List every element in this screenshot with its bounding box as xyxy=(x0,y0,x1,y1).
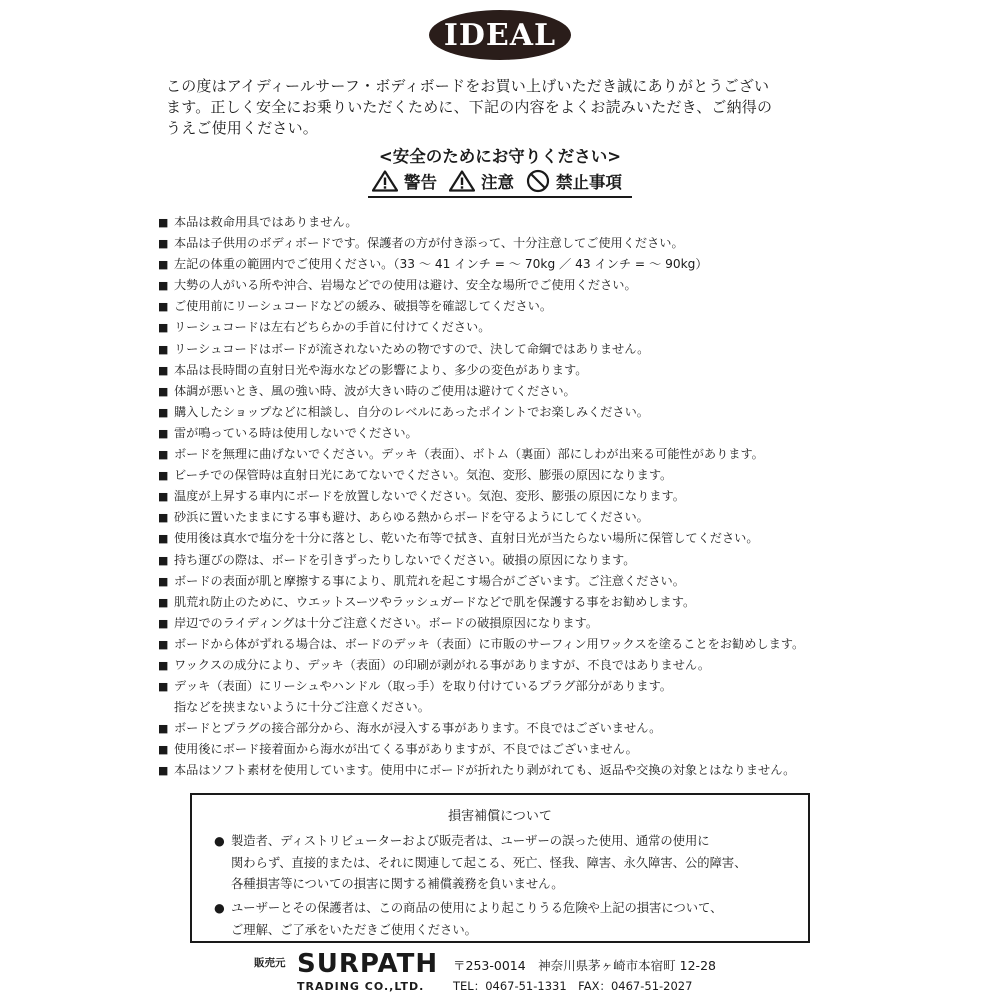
company-phone-fax: TEL：0467-51-1331 FAX：0467-51-2027 xyxy=(453,979,693,993)
rule-text: 大勢の人がいる所や沖合、岩場などでの使用は避け、安全な場所でご使用ください。 xyxy=(174,278,637,293)
caution-triangle-icon xyxy=(449,170,475,192)
rule-text: ボードの表面が肌と摩擦する事により、肌荒れを起こす場合がございます。ご注意ください。 xyxy=(174,573,685,588)
bullet-square-icon: ■ xyxy=(158,532,169,546)
list-item xyxy=(158,381,858,402)
bullet-square-icon: ■ xyxy=(158,426,169,440)
rule-text: 持ち運びの際は、ボードを引きずったりしないでください。破損の原因になります。 xyxy=(174,552,636,567)
bullet-square-icon: ■ xyxy=(158,300,169,314)
rule-text: 砂浜に置いたままにする事も避け、あらゆる熱からボードを守るようにしてください。 xyxy=(174,510,649,525)
bullet-square-icon: ■ xyxy=(158,448,169,462)
list-item xyxy=(158,718,858,739)
list-item xyxy=(158,444,858,465)
bullet-square-icon: ■ xyxy=(158,658,169,672)
list-item xyxy=(158,465,858,486)
bullet-square-icon: ■ xyxy=(158,490,169,504)
intro-line: この度はアイディールサーフ・ボディボードをお買い上げいただき誠にありがとうござい xyxy=(166,77,770,95)
list-item xyxy=(158,254,858,275)
list-item xyxy=(158,528,858,549)
rule-text: 使用後にボード接着面から海水が出てくる事がありますが、不良ではございません。 xyxy=(174,742,638,757)
bullet-square-icon: ■ xyxy=(158,574,169,588)
list-item xyxy=(158,360,858,381)
bullet-square-icon: ■ xyxy=(158,595,169,609)
bullet-square-icon: ■ xyxy=(158,722,169,736)
list-item xyxy=(158,402,858,423)
warning-symbols-row xyxy=(0,169,1000,198)
rule-text: ご使用前にリーシュコードなどの緩み、破損等を確認してください。 xyxy=(174,299,553,314)
rule-text: リーシュコードはボードが流されないための物ですので、決して命綱ではありません。 xyxy=(174,341,650,356)
rule-text: デッキ（表面）にリーシュやハンドル（取っ手）を取り付けているプラグ部分があります。 xyxy=(174,679,672,694)
damage-compensation-box xyxy=(190,793,810,943)
list-item xyxy=(158,634,858,655)
rule-text: 温度が上昇する車内にボードを放置しないでください。気泡、変形、膨張の原因になります。 xyxy=(174,489,685,504)
bullet-circle-icon: ● xyxy=(214,901,225,915)
bullet-square-icon: ■ xyxy=(158,764,169,778)
rule-text: 指などを挟まないように十分ご注意ください。 xyxy=(174,700,430,715)
intro-text xyxy=(166,76,846,139)
rule-text: ボードを無理に曲げないでください。デッキ（表面）、ボトム（裏面）部にしわが出来る可能性があります。 xyxy=(174,447,764,462)
intro-line: ます。正しく安全にお乗りいただくために、下記の内容をよくお読みいただき、ご納得の xyxy=(166,98,773,116)
paragraph-line: 関わらず、直接的または、それに関連して起こる、死亡、怪我、障害、永久障害、公的障害、 xyxy=(231,855,747,870)
paragraph-line: 製造者、ディストリビューターおよび販売者は、ユーザーの誤った使用、通常の使用に xyxy=(231,834,710,848)
bullet-square-icon: ■ xyxy=(158,237,169,251)
list-item xyxy=(158,571,858,592)
list-item xyxy=(158,592,858,613)
rule-text: 体調が悪いとき、風の強い時、波が大きい時のご使用は避けてください。 xyxy=(174,383,576,398)
bullet-square-icon: ■ xyxy=(158,363,169,377)
rule-text: 使用後は真水で塩分を十分に落とし、乾いた布等で拭き、直射日光が当たらない場所に保管してください。 xyxy=(174,531,759,546)
list-item xyxy=(158,212,858,233)
warning-label: 警告 xyxy=(404,173,437,192)
prohibited-icon xyxy=(526,169,550,193)
bullet-square-icon: ■ xyxy=(158,680,169,694)
bullet-square-icon: ■ xyxy=(158,616,169,630)
list-item-continuation xyxy=(158,697,858,718)
bullet-square-icon: ■ xyxy=(158,258,169,272)
logo-container xyxy=(0,10,1000,60)
rule-text: ワックスの成分により、デッキ（表面）の印刷が剥がれる事がありますが、不良ではありません。 xyxy=(174,657,711,672)
bullet-square-icon: ■ xyxy=(158,743,169,757)
footer xyxy=(0,949,1000,1000)
list-item xyxy=(158,486,858,507)
rule-text: 本品は救命用具ではありません。 xyxy=(174,215,358,229)
list-item xyxy=(158,423,858,444)
warning-symbols xyxy=(368,169,632,198)
rule-text: 岸辺でのライディングは十分ご注意ください。ボードの破損原因になります。 xyxy=(174,615,598,630)
list-item xyxy=(158,296,858,317)
rule-text: リーシュコードは左右どちらかの手首に付けてください。 xyxy=(174,320,491,335)
bullet-square-icon: ■ xyxy=(158,342,169,356)
list-item xyxy=(158,760,858,781)
bullet-square-icon: ■ xyxy=(158,637,169,651)
damage-paragraph-1 xyxy=(214,831,804,896)
list-item xyxy=(158,317,858,338)
rule-text: 本品は長時間の直射日光や海水などの影響により、多少の変色があります。 xyxy=(174,362,588,377)
caution-label: 注意 xyxy=(481,173,514,192)
list-item xyxy=(158,655,858,676)
list-item xyxy=(158,613,858,634)
company-address: 〒253-0014 神奈川県茅ヶ崎市本宿町 12-28 xyxy=(453,958,716,973)
list-item xyxy=(158,339,858,360)
rule-text: ボードから体がずれる場合は、ボードのデッキ（表面）に市販のサーフィン用ワックスを塗ることをお勧めします。 xyxy=(174,636,805,651)
bullet-square-icon: ■ xyxy=(158,511,169,525)
rule-text: 本品は子供用のボディボードです。保護者の方が付き添って、十分注意してご使用ください。 xyxy=(174,236,684,251)
rule-text: ビーチでの保管時は直射日光にあてないでください。気泡、変形、膨張の原因になります。 xyxy=(174,468,673,483)
safety-heading: <安全のためにお守りください> xyxy=(378,147,622,166)
paragraph-line: ユーザーとその保護者は、この商品の使用により起こりうる危険や上記の損害について、 xyxy=(231,901,723,915)
rules-list xyxy=(158,212,858,782)
rule-text: 購入したショップなどに相談し、自分のレベルにあったポイントでお楽しみください。 xyxy=(174,404,649,419)
paragraph-line: 各種損害等についての損害に関する補償義務を負いません。 xyxy=(231,877,564,891)
bullet-square-icon: ■ xyxy=(158,469,169,483)
prohibited-label: 禁止事項 xyxy=(556,173,622,192)
rule-text: 本品はソフト素材を使用しています。使用中にボードが折れたり剥がれても、返品や交換の対象とはなりません。 xyxy=(174,763,796,778)
intro-line: うえご使用ください。 xyxy=(166,119,319,137)
list-item xyxy=(158,233,858,254)
list-item xyxy=(158,676,858,697)
paragraph-line: ご理解、ご了承をいただきご使用ください。 xyxy=(231,922,477,937)
bullet-circle-icon: ● xyxy=(214,834,225,848)
list-item xyxy=(158,550,858,571)
bullet-square-icon: ■ xyxy=(158,384,169,398)
list-item xyxy=(158,275,858,296)
bullet-square-icon: ■ xyxy=(158,553,169,567)
ideal-logo: IDEAL xyxy=(429,10,571,60)
surpath-logo-subtitle: TRADING CO.,LTD. xyxy=(297,980,425,993)
bullet-square-icon: ■ xyxy=(158,405,169,419)
damage-box-title: 損害補償について xyxy=(448,809,552,824)
surpath-logo: SURPATH xyxy=(297,949,439,979)
seller-label: 販売元 xyxy=(254,957,286,969)
rule-text: 肌荒れ防止のために、ウエットスーツやラッシュガードなどで肌を保護する事をお勧めします。 xyxy=(174,594,696,609)
damage-paragraph-2 xyxy=(214,898,804,941)
warning-triangle-icon xyxy=(372,170,398,192)
list-item xyxy=(158,507,858,528)
bullet-square-icon: ■ xyxy=(158,216,169,229)
bullet-square-icon: ■ xyxy=(158,279,169,293)
bullet-square-icon: ■ xyxy=(158,321,169,335)
rule-text: ボードとプラグの接合部分から、海水が浸入する事があります。不良ではございません。 xyxy=(174,721,662,736)
rule-text: 左記の体重の範囲内でご使用ください。（33 ～ 41 インチ = ～ 70kg ／ 43 インチ = ～ 90kg） xyxy=(174,257,708,272)
rule-text: 雷が鳴っている時は使用しないでください。 xyxy=(174,425,418,440)
list-item xyxy=(158,739,858,760)
